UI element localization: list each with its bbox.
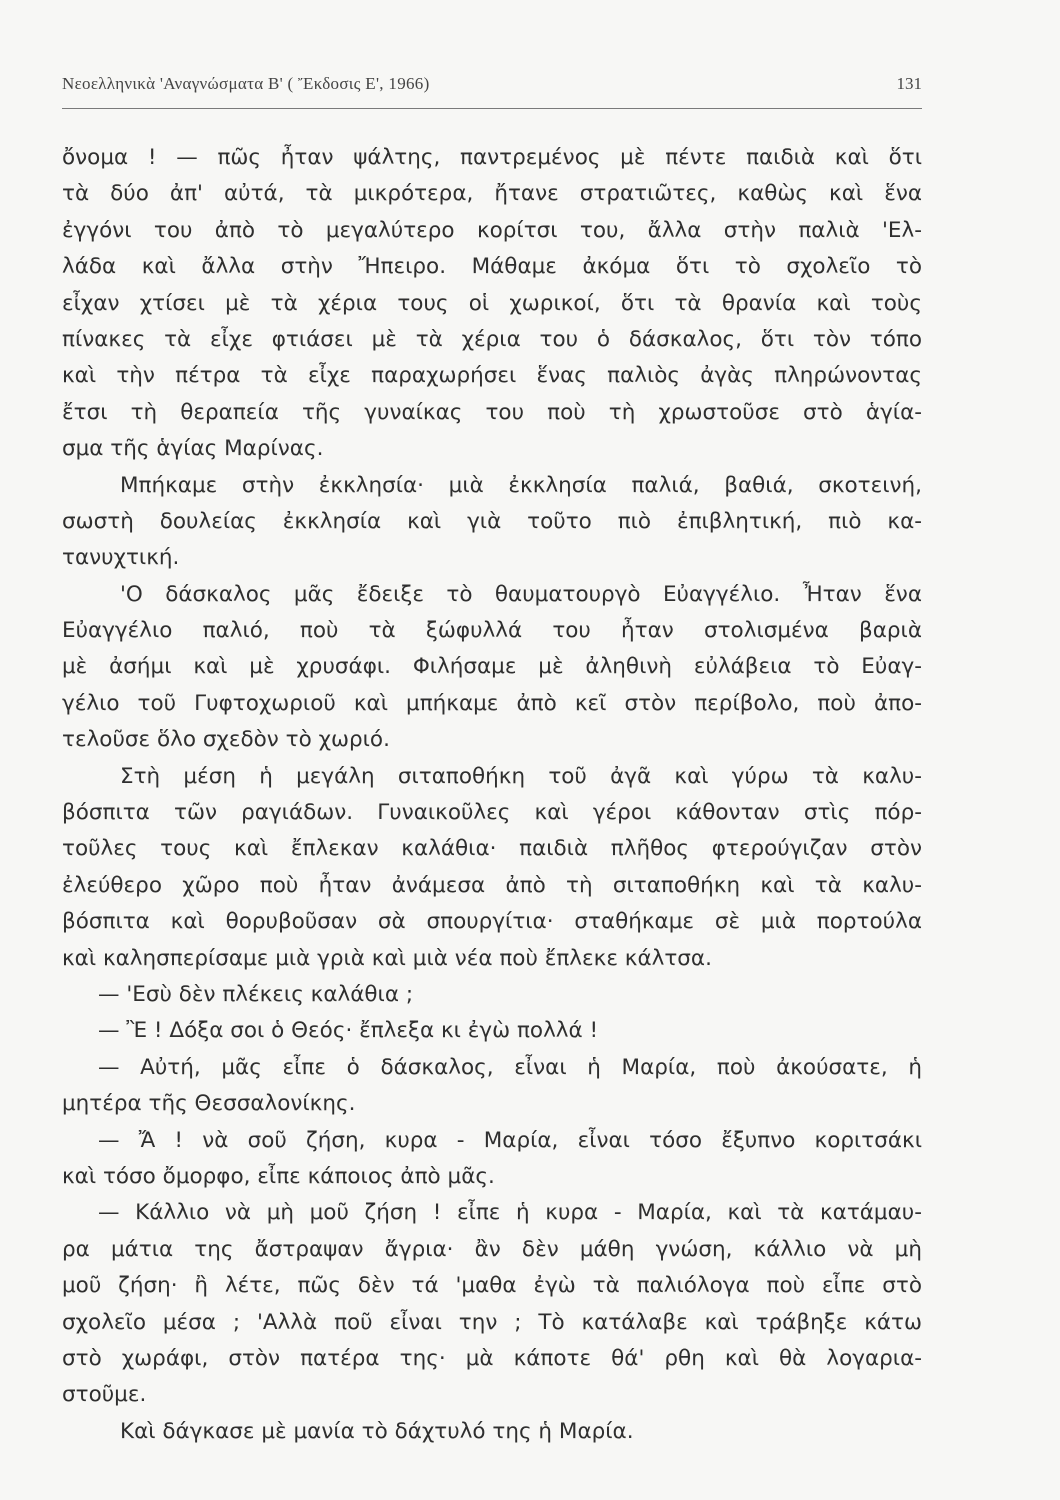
text-line: μητέρα τῆς Θεσσαλονίκης. — [62, 1091, 356, 1117]
text-line: — Ἄ ! νὰ σοῦ ζήση, κυρα - Μαρία, εἶναι τόσο ἔξυπνο κοριτσάκι — [98, 1127, 922, 1153]
text-line: ὄνομα ! — πῶς ἦταν ψάλτης, παντρεμένος μὲ πέντε παιδιὰ καὶ ὅτι — [62, 145, 922, 170]
text-line: τοῦλες τους καὶ ἔπλεκαν καλάθια· παιδιὰ πλῆθος φτερούγιζαν στὸν — [62, 836, 922, 862]
page-number: 131 — [896, 74, 922, 93]
text-line: λάδα καὶ ἄλλα στὴν Ἤπειρο. Μάθαμε ἀκόμα ὅτι τὸ σχολεῖο τὸ — [62, 254, 922, 280]
text-line: Μπήκαμε στὴν ἐκκλησία· μιὰ ἐκκλησία παλιά, βαθιά, σκοτεινή, — [120, 472, 922, 498]
text-line: καὶ καλησπερίσαμε μιὰ γριὰ καὶ μιὰ νέα ποὺ ἔπλεκε κάλτσα. — [62, 945, 712, 971]
text-line: τὰ δύο ἀπ' αὐτά, τὰ μικρότερα, ἤτανε στρατιῶτες, καθὼς καὶ ἕνα — [62, 181, 922, 207]
text-line: — 'Εσὺ δὲν πλέκεις καλάθια ; — [98, 981, 414, 1007]
text-line: ρα μάτια της ἄστραψαν ἄγρια· ἂν δὲν μάθη γνώση, κάλλιο νὰ μὴ — [62, 1236, 922, 1262]
running-header — [62, 72, 922, 109]
body-text — [62, 140, 922, 1450]
text-line: τελοῦσε ὅλο σχεδὸν τὸ χωριό. — [62, 727, 390, 753]
text-line: — Κάλλιο νὰ μὴ μοῦ ζήση ! εἶπε ἡ κυρα - Μαρία, καὶ τὰ κατάμαυ- — [98, 1200, 922, 1226]
text-line: ἐγγόνι του ἀπὸ τὸ μεγαλύτερο κορίτσι του, ἄλλα στὴν παλιὰ 'Ελ- — [62, 217, 922, 243]
text-line: βόσπιτα καὶ θορυβοῦσαν σὰ σπουργίτια· σταθήκαμε σὲ μιὰ πορτούλα — [62, 909, 922, 935]
text-line: εἶχαν χτίσει μὲ τὰ χέρια τους οἱ χωρικοί, ὅτι τὰ θρανία καὶ τοὺς — [62, 290, 922, 316]
header-title: Νεοελληνικὰ 'Αναγνώσματα Β' ( Ἔκδοσις Ε', 1966) — [62, 74, 430, 93]
text-line: ἐλεύθερο χῶρο ποὺ ἦταν ἀνάμεσα ἀπὸ τὴ σιταποθήκη καὶ τὰ καλυ- — [62, 872, 922, 898]
text-line: μοῦ ζήση· ἢ λέτε, πῶς δὲν τά 'μαθα ἐγὼ τὰ παλιόλογα ποὺ εἶπε στὸ — [62, 1273, 922, 1299]
text-line: — Αὐτή, μᾶς εἶπε ὁ δάσκαλος, εἶναι ἡ Μαρία, ποὺ ἀκούσατε, ἡ — [98, 1054, 922, 1080]
text-line: 'Ο δάσκαλος μᾶς ἔδειξε τὸ θαυματουργὸ Εὐαγγέλιο. Ἦταν ἕνα — [120, 581, 922, 607]
text-line: τανυχτική. — [62, 545, 180, 571]
text-line: — Ἒ ! Δόξα σοι ὁ Θεός· ἔπλεξα κι ἐγὼ πολλά ! — [98, 1018, 599, 1044]
text-line: σχολεῖο μέσα ; 'Αλλὰ ποῦ εἶναι την ; Τὸ κατάλαβε καὶ τράβηξε κάτω — [62, 1309, 922, 1335]
text-line: ἔτσι τὴ θεραπεία τῆς γυναίκας του ποὺ τὴ χρωστοῦσε στὸ ἁγία- — [62, 399, 922, 425]
text-line: πίνακες τὰ εἶχε φτιάσει μὲ τὰ χέρια του ὁ δάσκαλος, ὅτι τὸν τόπο — [62, 326, 922, 352]
text-line: στὸ χωράφι, στὸν πατέρα της· μὰ κάποτε θά' ρθη καὶ θὰ λογαρια- — [62, 1345, 922, 1371]
text-line: στοῦμε. — [62, 1382, 147, 1408]
text-line: μὲ ἀσήμι καὶ μὲ χρυσάφι. Φιλήσαμε μὲ ἀληθινὴ εὐλάβεια τὸ Εὐαγ- — [62, 654, 922, 680]
text-line: σωστὴ δουλείας ἐκκλησία καὶ γιὰ τοῦτο πιὸ ἐπιβλητική, πιὸ κα- — [62, 508, 922, 534]
text-line: βόσπιτα τῶν ραγιάδων. Γυναικοῦλες καὶ γέροι κάθονταν στὶς πόρ- — [62, 800, 922, 826]
text-line: καὶ τόσο ὄμορφο, εἶπε κάποιος ἀπὸ μᾶς. — [62, 1163, 495, 1189]
text-line: Εὐαγγέλιο παλιό, ποὺ τὰ ξώφυλλά του ἦταν στολισμένα βαριὰ — [62, 618, 922, 644]
text-line: Καὶ δάγκασε μὲ μανία τὸ δάχτυλό της ἡ Μαρία. — [120, 1418, 634, 1444]
text-line: γέλιο τοῦ Γυφτοχωριοῦ καὶ μπήκαμε ἀπὸ κεῖ στὸν περίβολο, ποὺ ἀπο- — [62, 690, 922, 716]
text-line: σμα τῆς ἁγίας Μαρίνας. — [62, 436, 324, 462]
text-line: καὶ τὴν πέτρα τὰ εἶχε παραχωρήσει ἕνας παλιὸς ἀγὰς πληρώνοντας — [62, 363, 922, 389]
text-line: Στὴ μέση ἡ μεγάλη σιταποθήκη τοῦ ἀγᾶ καὶ γύρω τὰ καλυ- — [120, 763, 922, 789]
